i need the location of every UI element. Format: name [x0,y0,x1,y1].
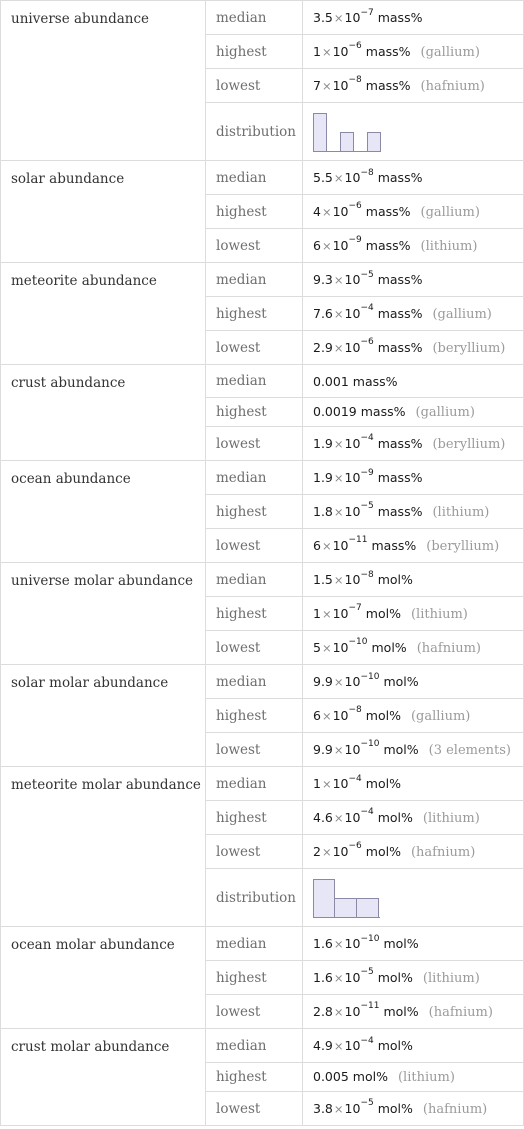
stat-label: lowest [206,1092,303,1126]
meteorite-abundance-label: meteorite abundance [1,263,206,365]
histogram-chart [313,878,393,918]
solar-molar-abundance-label: solar molar abundance [1,665,206,767]
times-sign: × [333,171,344,185]
histogram-bar [313,879,335,918]
stat-label: highest [206,699,303,733]
value-exponent: −10 [360,739,380,750]
stat-value [303,263,524,297]
stat-value [303,1,524,35]
value-unit: mass% [360,404,406,419]
stat-value [303,1063,524,1092]
value-mantissa: 4.6 [313,809,333,825]
value-unit: mass% [377,272,423,287]
value-number: 0.001 [313,373,349,389]
stat-label: lowest [206,69,303,103]
stat-value [303,995,524,1029]
stat-label: median [206,1029,303,1063]
table-row [1,461,524,495]
value-base: 10 [344,572,361,587]
times-sign: × [333,436,344,451]
value-base: 10 [344,305,361,321]
value-exponent: −4 [360,807,374,818]
element-note: (gallium) [415,405,475,420]
value-exponent: −5 [360,501,374,512]
value-base: 10 [332,43,349,59]
histogram-bar [340,132,354,152]
value-mantissa: 7.6 [313,305,333,321]
value-base: 10 [344,674,361,689]
value-exponent: −6 [348,41,362,52]
value-exponent: −8 [360,167,374,178]
value-unit: mass% [377,503,423,519]
value-exponent: −7 [360,7,374,18]
stat-label: lowest [206,835,303,869]
value-unit: mol% [365,605,401,621]
value-unit: mass% [352,373,398,389]
element-note: (hafnium) [420,78,485,94]
stat-value [303,297,524,331]
stat-label: median [206,263,303,297]
stat-label: highest [206,35,303,69]
stat-value [303,529,524,563]
universe-abundance-label: universe abundance [1,1,206,161]
value-base: 10 [344,936,361,951]
value-exponent: −8 [360,569,374,580]
stat-value [303,767,524,801]
times-sign: × [321,640,332,655]
distribution-histogram [303,869,524,927]
element-note: (lithium) [420,238,478,254]
table-row [1,927,524,961]
stat-label: median [206,767,303,801]
stat-value [303,733,524,767]
times-sign: × [333,675,344,689]
times-sign: × [333,573,344,587]
times-sign: × [333,1004,344,1019]
value-mantissa: 3.8 [313,1100,333,1116]
value-mantissa: 6 [313,237,321,253]
value-exponent: −11 [348,535,368,546]
value-exponent: −6 [348,201,362,212]
value-base: 10 [344,10,361,25]
stat-value [303,69,524,103]
stat-value [303,331,524,365]
value-unit: mol% [383,674,419,689]
times-sign: × [321,708,332,723]
value-base: 10 [344,170,361,185]
value-exponent: −6 [360,337,374,348]
value-unit: mol% [352,1069,388,1084]
times-sign: × [333,810,344,825]
value-base: 10 [332,605,349,621]
value-mantissa: 1.5 [313,572,333,587]
value-exponent: −4 [348,773,362,784]
element-note: (hafnium) [416,640,481,656]
times-sign: × [333,340,344,355]
ocean-abundance-label: ocean abundance [1,461,206,563]
histogram-bar [334,898,357,918]
value-exponent: −5 [360,269,374,280]
element-note: (gallium) [420,204,480,220]
distribution-label: distribution [206,869,303,927]
times-sign: × [321,538,332,553]
table-row [1,767,524,801]
stat-label: lowest [206,331,303,365]
value-mantissa: 5 [313,639,321,655]
stat-value [303,365,524,398]
value-mantissa: 4.9 [313,1038,333,1053]
histogram-bar [313,113,327,152]
value-mantissa: 1.6 [313,969,333,985]
value-unit: mass% [377,470,423,485]
value-base: 10 [344,339,361,355]
stat-value [303,563,524,597]
stat-label: median [206,665,303,699]
universe-molar-abundance-label: universe molar abundance [1,563,206,665]
table-row [1,665,524,699]
value-unit: mol% [383,936,419,951]
element-note: (3 elements) [428,742,512,758]
value-mantissa: 2.9 [313,339,333,355]
stat-label: lowest [206,427,303,461]
value-mantissa: 9.9 [313,674,333,689]
stat-label: median [206,563,303,597]
element-note: (beryllium) [426,538,500,554]
stat-label: highest [206,297,303,331]
table-row [1,1,524,35]
value-exponent: −8 [348,705,362,716]
element-note: (gallium) [420,44,480,60]
value-base: 10 [344,809,361,825]
value-base: 10 [344,1003,361,1019]
value-mantissa: 5.5 [313,170,333,185]
times-sign: × [333,970,344,985]
stat-value [303,398,524,427]
value-base: 10 [332,77,349,93]
solar-abundance-label: solar abundance [1,161,206,263]
value-base: 10 [344,435,361,451]
value-unit: mass% [371,537,417,553]
value-mantissa: 4 [313,203,321,219]
times-sign: × [321,606,332,621]
value-unit: mol% [365,843,401,859]
times-sign: × [321,777,332,791]
table-row [1,563,524,597]
value-mantissa: 1.6 [313,936,333,951]
value-unit: mass% [377,339,423,355]
element-note: (lithium) [422,970,480,986]
value-unit: mol% [377,809,413,825]
value-unit: mass% [377,10,423,25]
times-sign: × [333,306,344,321]
histogram-baseline [313,917,380,918]
value-unit: mol% [383,741,419,757]
value-exponent: −8 [348,75,362,86]
value-unit: mass% [365,237,411,253]
element-note: (gallium) [432,306,492,322]
value-exponent: −10 [360,671,380,682]
value-unit: mass% [365,203,411,219]
stat-label: highest [206,597,303,631]
table-row [1,1029,524,1063]
stat-label: highest [206,961,303,995]
value-exponent: −5 [360,1098,374,1109]
value-base: 10 [344,969,361,985]
stat-value [303,495,524,529]
value-mantissa: 6 [313,537,321,553]
stat-value [303,35,524,69]
value-number: 0.0019 [313,404,357,419]
stat-label: median [206,365,303,398]
value-mantissa: 1.9 [313,470,333,485]
times-sign: × [321,44,332,59]
value-exponent: −5 [360,967,374,978]
stat-value [303,597,524,631]
table-row [1,263,524,297]
value-unit: mol% [377,1038,413,1053]
value-mantissa: 2.8 [313,1003,333,1019]
stat-label: median [206,161,303,195]
stat-label: highest [206,1063,303,1092]
times-sign: × [333,937,344,951]
times-sign: × [333,471,344,485]
element-note: (hafnium) [428,1004,493,1020]
times-sign: × [321,204,332,219]
value-exponent: −7 [348,603,362,614]
element-note: (lithium) [432,504,490,520]
table-row [1,365,524,398]
stat-label: median [206,461,303,495]
value-base: 10 [332,639,349,655]
value-base: 10 [332,707,349,723]
value-base: 10 [332,537,349,553]
value-mantissa: 3.5 [313,10,333,25]
stat-label: median [206,927,303,961]
stat-label: lowest [206,529,303,563]
value-unit: mol% [371,639,407,655]
stat-label: highest [206,195,303,229]
stat-value [303,427,524,461]
value-mantissa: 1.8 [313,503,333,519]
meteorite-molar-abundance-label: meteorite molar abundance [1,767,206,927]
element-note: (lithium) [397,1070,455,1085]
element-note: (beryllium) [432,340,506,356]
value-unit: mass% [377,435,423,451]
stat-label: highest [206,495,303,529]
value-unit: mol% [383,1003,419,1019]
value-exponent: −4 [360,1035,374,1046]
stat-label: lowest [206,733,303,767]
value-base: 10 [344,503,361,519]
value-base: 10 [344,1038,361,1053]
stat-value [303,631,524,665]
value-unit: mol% [377,1100,413,1116]
stat-value [303,835,524,869]
stat-value [303,161,524,195]
times-sign: × [333,742,344,757]
value-base: 10 [344,272,361,287]
value-base: 10 [344,470,361,485]
value-base: 10 [332,843,349,859]
value-unit: mol% [377,969,413,985]
value-exponent: −10 [348,637,368,648]
stat-label: lowest [206,995,303,1029]
element-note: (beryllium) [432,436,506,452]
value-unit: mass% [377,170,423,185]
stat-value [303,961,524,995]
value-exponent: −9 [348,235,362,246]
value-unit: mol% [365,707,401,723]
value-number: 0.005 [313,1069,349,1084]
value-base: 10 [344,1100,361,1116]
value-unit: mol% [365,776,401,791]
stat-label: median [206,1,303,35]
value-unit: mol% [377,572,413,587]
element-note: (gallium) [410,708,471,724]
distribution-histogram [303,103,524,161]
stat-value [303,229,524,263]
stat-label: lowest [206,229,303,263]
ocean-molar-abundance-label: ocean molar abundance [1,927,206,1029]
value-mantissa: 1 [313,776,321,791]
stat-label: lowest [206,631,303,665]
stat-label: highest [206,801,303,835]
stat-value [303,461,524,495]
stat-value [303,927,524,961]
value-mantissa: 1.9 [313,435,333,451]
histogram-chart [313,112,393,152]
value-exponent: −4 [360,303,374,314]
value-mantissa: 1 [313,43,321,59]
value-mantissa: 6 [313,707,321,723]
value-exponent: −10 [360,933,380,944]
times-sign: × [321,78,332,93]
stat-value [303,801,524,835]
crust-molar-abundance-label: crust molar abundance [1,1029,206,1126]
times-sign: × [333,11,344,25]
crust-abundance-label: crust abundance [1,365,206,461]
value-base: 10 [344,741,361,757]
stat-value [303,699,524,733]
value-unit: mass% [365,77,411,93]
value-base: 10 [332,776,349,791]
value-exponent: −9 [360,467,374,478]
value-exponent: −11 [360,1001,380,1012]
stat-value [303,1092,524,1126]
stat-value [303,195,524,229]
distribution-label: distribution [206,103,303,161]
table-row [1,161,524,195]
element-note: (hafnium) [410,844,476,860]
times-sign: × [333,273,344,287]
histogram-bar [356,898,379,918]
element-note: (lithium) [410,606,468,622]
value-unit: mass% [377,305,423,321]
times-sign: × [321,844,332,859]
histogram-bar [367,132,381,152]
value-base: 10 [332,237,349,253]
value-exponent: −6 [348,841,362,852]
value-base: 10 [332,203,349,219]
times-sign: × [333,1039,344,1053]
value-mantissa: 7 [313,77,321,93]
stat-value [303,1029,524,1063]
stat-value [303,665,524,699]
value-mantissa: 1 [313,605,321,621]
stat-label: highest [206,398,303,427]
times-sign: × [321,238,332,253]
times-sign: × [333,1101,344,1116]
value-exponent: −4 [360,433,374,444]
value-unit: mass% [365,43,411,59]
element-note: (hafnium) [422,1101,488,1117]
histogram-baseline [313,151,381,152]
element-note: (lithium) [422,810,480,826]
value-mantissa: 2 [313,843,321,859]
times-sign: × [333,504,344,519]
value-mantissa: 9.9 [313,741,333,757]
value-mantissa: 9.3 [313,272,333,287]
